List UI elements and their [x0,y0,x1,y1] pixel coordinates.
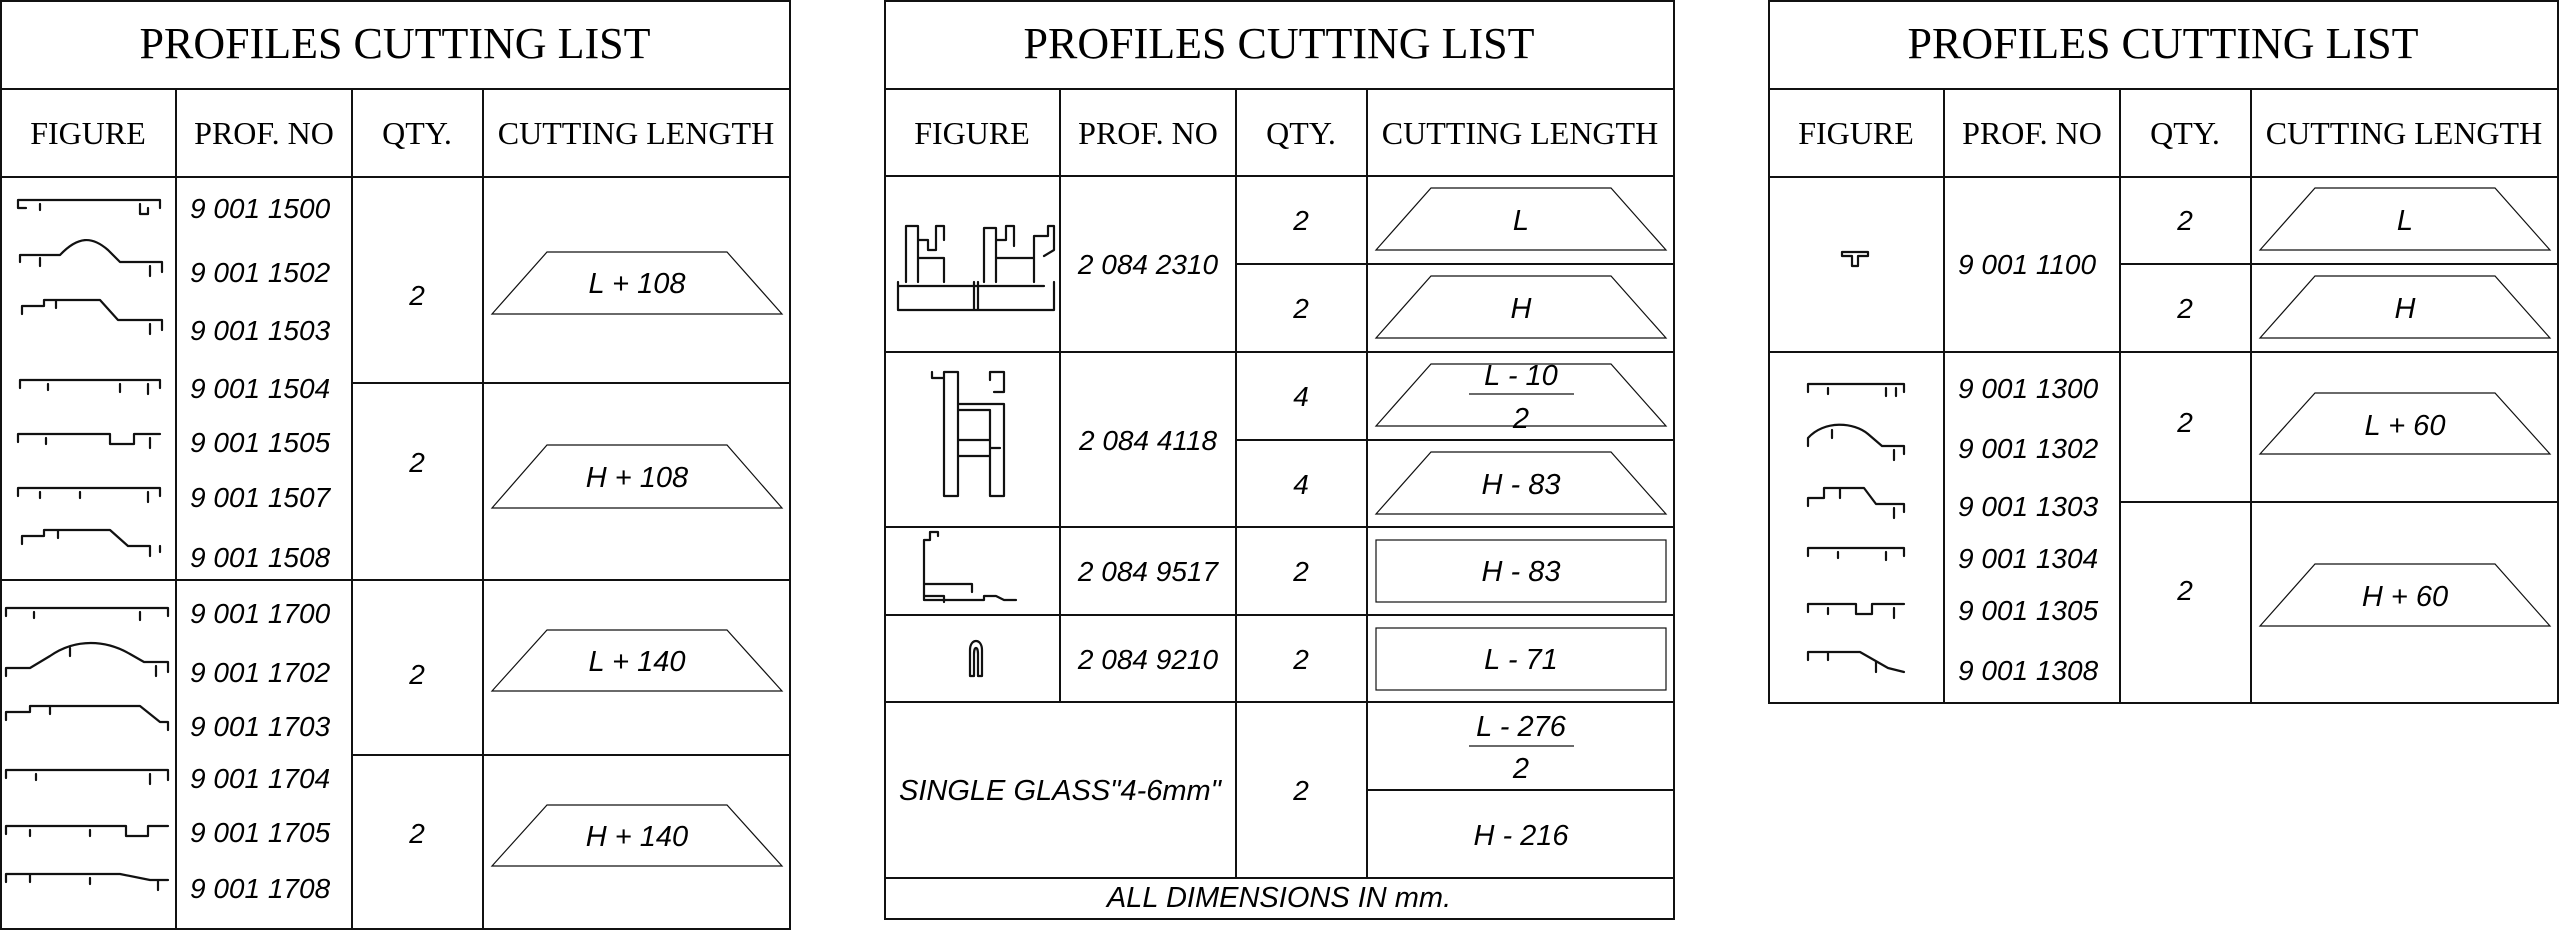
prof-no: 2 084 9210 [1077,644,1219,675]
profile-section-icon [1808,252,1904,672]
prof-no: 9 001 1302 [1958,433,2099,464]
header-prof-no: PROF. NO [1962,115,2102,151]
cutting-length: L - 71 [1484,644,1558,676]
header-prof-no: PROF. NO [194,115,334,151]
cutting-length: H + 140 [585,821,689,853]
cutting-length: L + 140 [588,646,686,678]
prof-no: 9 001 1705 [190,817,331,848]
prof-no: 9 001 1507 [190,482,331,513]
prof-no: 9 001 1305 [1958,595,2099,626]
cutting-length: H - 216 [1473,820,1569,852]
profile-section-icon [898,226,1054,676]
page-title: PROFILES CUTTING LIST [1907,19,2419,68]
qty: 2 [409,447,425,478]
cutting-length-numerator: L - 276 [1476,711,1566,743]
qty: 4 [1293,469,1309,500]
prof-no: 9 001 1304 [1958,543,2099,574]
header-cutting-length: CUTTING LENGTH [497,115,775,151]
qty: 4 [1293,381,1309,412]
page-title: PROFILES CUTTING LIST [1023,19,1535,68]
cutting-length: L [2396,205,2414,237]
prof-no: 9 001 1702 [190,657,331,688]
cutting-list-table-3 [1768,0,2560,931]
qty: 2 [1293,205,1309,236]
prof-no: 2 084 2310 [1077,249,1219,280]
qty: 2 [1293,293,1309,324]
cutting-length: H - 83 [1481,556,1561,588]
qty: 2 [2177,575,2193,606]
header-figure: FIGURE [1798,115,1914,151]
prof-no: 9 001 1500 [190,193,331,224]
cutting-length-denominator: 2 [1512,753,1530,785]
prof-no: 9 001 1700 [190,598,331,629]
prof-no: 9 001 1308 [1958,655,2099,686]
cutting-length: H [1510,293,1532,325]
prof-no: 9 001 1704 [190,763,331,794]
header-prof-no: PROF. NO [1078,115,1218,151]
header-qty: QTY. [382,115,452,151]
cutting-length: L + 60 [2364,410,2446,442]
cutting-list-table-2 [884,0,1676,931]
qty: 2 [1293,644,1309,675]
prof-no: 9 001 1503 [190,315,331,346]
prof-no: 2 084 9517 [1077,556,1219,587]
qty: 2 [409,280,425,311]
cutting-length: H [2394,293,2416,325]
cutting-list-table-1 [0,0,792,931]
cutting-length: L + 108 [588,268,686,300]
profile-section-icon [6,200,168,890]
qty: 2 [2177,407,2193,438]
prof-no: 9 001 1300 [1958,373,2099,404]
cutting-length: H - 83 [1481,469,1561,501]
cutting-length: H + 60 [2361,581,2449,613]
qty: 2 [409,659,425,690]
header-cutting-length: CUTTING LENGTH [1381,115,1659,151]
cutting-length: L [1512,205,1530,237]
prof-no: 9 001 1505 [190,427,331,458]
qty: 2 [1293,556,1309,587]
prof-no: 2 084 4118 [1078,425,1218,456]
header-figure: FIGURE [30,115,146,151]
prof-no: 9 001 1508 [190,542,331,573]
glass-spec: SINGLE GLASS"4-6mm" [899,775,1221,807]
cutting-length-denominator: 2 [1512,403,1530,435]
cutting-length: H + 108 [585,462,689,494]
cutting-length-numerator: L - 10 [1484,360,1558,392]
header-figure: FIGURE [914,115,1030,151]
qty: 2 [1293,775,1309,806]
qty: 2 [409,818,425,849]
prof-no: 9 001 1303 [1958,491,2099,522]
prof-no: 9 001 1504 [190,373,331,404]
qty: 2 [2177,293,2193,324]
header-qty: QTY. [2150,115,2220,151]
prof-no: 9 001 1708 [190,873,331,904]
header-cutting-length: CUTTING LENGTH [2265,115,2543,151]
qty: 2 [2177,205,2193,236]
prof-no: 9 001 1100 [1958,249,2097,280]
page-title: PROFILES CUTTING LIST [139,19,651,68]
header-qty: QTY. [1266,115,1336,151]
prof-no: 9 001 1703 [190,711,331,742]
prof-no: 9 001 1502 [190,257,331,288]
footer-note: ALL DIMENSIONS IN mm. [1106,882,1452,914]
